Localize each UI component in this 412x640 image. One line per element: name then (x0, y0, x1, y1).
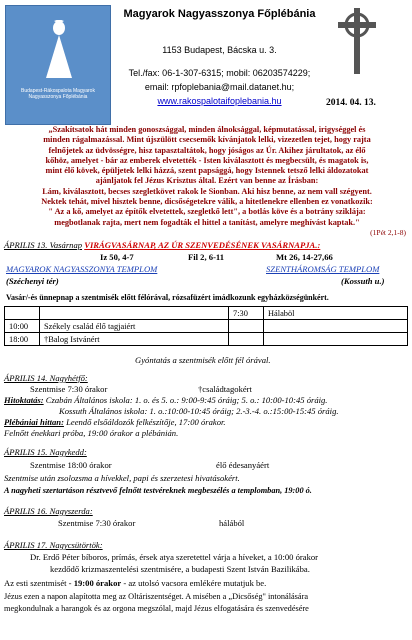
mass-time-text: Szentmise 18:00 órakor (30, 460, 112, 470)
scripture-quote (8, 125, 406, 238)
church-1-name: MAGYAROK NAGYASSZONYA TEMPLOM (6, 264, 158, 274)
table-row (5, 307, 408, 320)
quote-line: " Az a kő, amelyet az építők elvetettek, szegletkő lett", a botlás köve és a botrány sziklája: (48, 207, 366, 217)
logo-caption: Budapest-Rákospalota Magyarok Nagyasszonya Főplébánia (21, 88, 95, 100)
reading-3: Mt 26, 14-27,66 (276, 252, 333, 262)
mass-intention (264, 333, 408, 346)
church-2-name: SZENTHÁROMSÁG TEMPLOM (266, 264, 380, 274)
madonna-icon (42, 20, 76, 80)
quote-reference: (1Pét 2,1-8) (370, 227, 406, 237)
day-heading-16: ÁPRILIS 16. Nagyszerda: (4, 506, 93, 516)
email: email: rpfoplebania@mail.datanet.hu; (144, 82, 295, 92)
church-1-street: (Széchenyi tér) (6, 276, 59, 286)
quote-line: megbotlanak rajta, mert nem fogadták el hittel a tanítást, amelyre meghívást kaptak." (54, 217, 360, 227)
mass-time: 10:00 (5, 320, 40, 333)
day-heading-17: ÁPRILIS 17. Nagycsütörtök: (4, 540, 103, 550)
mass-table (4, 306, 408, 346)
vespers-note: Szentmise után zsolozsma a hívekkel, papi és szerzetesi hivatásokért. (4, 473, 240, 483)
evening-mass-a: Az esti szentmisét - (4, 578, 74, 588)
church-2-street: (Kossuth u.) (341, 276, 385, 286)
catechism-label: Hitoktatás: (4, 395, 44, 405)
quote-line: „Szakítsatok hát minden gonoszsággal, minden álnoksággal, képmutatással, irigységgel és (48, 125, 366, 134)
eucharist-line-2: megkondulnak a harangok és az orgona megszólal, majd Jézus elfogatására és szenvedésére (4, 604, 309, 613)
mass-time: 7:30 (229, 307, 264, 320)
quote-line: felnőjetek az üdvösségre, hisz tapasztaltátok, hogy jóságos az Úr. Akihez járultatok, az élő (48, 145, 366, 155)
mass-time (229, 320, 264, 333)
confession-note: Gyóntatás a szentmisék előtt fél órával. (135, 355, 271, 365)
chrism-mass-2: kezdődő krizmaszentelési szentmisére, a budapesti Szent István Bazilikába. (50, 564, 310, 574)
mass-intention: élő édesanyáért (216, 460, 270, 470)
quote-line: mint élő kövek, épüljetek lelki házzá, szent papsággá, hogy Istennek tetsző lelki áldozatokat (45, 166, 369, 176)
evening-mass-c: - az utolsó vacsora emlékére mutatjuk be. (121, 578, 267, 588)
catechism-kossuth: Kossuth Általános iskola: 1. o.:10:00-10:45 óráig; 2.-3.-4. o.:15:00-15:45 óráig. (59, 406, 339, 416)
quote-line: Nektek tehát, mivel hisztek benne, dicsőségetekre válik, a hitetlenekre ellenben ez vonatkozik: (41, 197, 373, 207)
phone: Tel./fax: 06-1-307-6315; mobil: 06203574229; (128, 68, 311, 78)
mass-time: 18:00 (5, 333, 40, 346)
mass-time-text: Szentmise 7:30 órakor (30, 384, 108, 394)
quote-line: ajánljatok fel Jézus Krisztus által. Ezért van benne az Írásban: (95, 176, 319, 186)
mass-time (229, 333, 264, 346)
table-row (5, 320, 408, 333)
quote-line: kőhöz, amelyet - bár az emberek elvetették - Isten kiválasztott és megbecsült, és magatok is, (45, 155, 369, 165)
choir-rehearsal: Felnőtt énekkari próba, 19:00 órakor a plébánián. (4, 428, 179, 438)
eucharist-line-1: Jézus ezen a napon alapította meg az Oltáriszentséget. A misében a „Dicsőség" intonálására (4, 592, 309, 601)
day-heading-14: ÁPRILIS 14. Nagyhétfő: (4, 373, 88, 383)
sunday-day: ÁPRILIS 13. Vasárnap (4, 240, 83, 250)
website-link[interactable]: www.rakospalotaifoplebania.hu (157, 96, 282, 106)
bulletin-date: 2014. 04. 13. (326, 98, 376, 108)
cross-icon (335, 8, 379, 74)
day-heading-15: ÁPRILIS 15. Nagykedd: (4, 447, 87, 457)
reading-2: Fil 2, 6-11 (188, 252, 225, 262)
parish-catechism (4, 417, 408, 427)
mass-intention: †Balog Istvánért (40, 333, 229, 346)
mass-intention (40, 307, 229, 320)
mass-intention (264, 320, 408, 333)
parish-catechism-label: Plébániai hittan: (4, 417, 64, 427)
sunday-heading (4, 240, 408, 250)
evening-mass (4, 578, 408, 588)
address: 1153 Budapest, Bácska u. 3. (162, 45, 277, 55)
mass-time-text: Szentmise 7:30 órakor (58, 518, 136, 528)
mass-time (5, 307, 40, 320)
catechism-1 (4, 395, 408, 405)
catechism-czaban: Czabán Általános iskola: 1. o. és 5. o.: 9:00-9:45 óráig; 5. o.: 10:00-10:45 óráig. (45, 395, 328, 405)
parish-title: Magyarok Nagyasszonya Főplébánia (123, 8, 316, 20)
meeting-note: A nagyheti szertartáson résztvevő felnőtt testvéreknek megbeszélés a templomban, 19:00 ó. (4, 486, 312, 495)
table-row (5, 333, 408, 346)
mass-intention: †családtagokért (198, 384, 252, 394)
quote-line: Lám, kiválasztott, becses szegletkövet rakok le Sionban. Aki hisz benne, az nem vall szégyent. (42, 186, 372, 196)
quote-line: minden rágalmazással. Mint újszülött csecsemők kívánjatok lelki, vizezetlen tejet, hogy rajta (43, 135, 371, 145)
mass-intention: Székely család élő tagjaiért (40, 320, 229, 333)
evening-mass-time: 19:00 órakor (73, 578, 122, 588)
reading-1: Iz 50, 4-7 (100, 252, 134, 262)
parish-logo (5, 5, 111, 125)
sunday-name: VIRÁGVASÁRNAP, AZ ÚR SZENVEDÉSÉNEK VASÁRNAPJA.: (84, 240, 321, 250)
mass-intention: Hálaböl (264, 307, 408, 320)
parish-catechism-text: Leendő elsőáldozók felkészítője, 17:00 órakor. (66, 417, 226, 427)
rosary-note: Vasár/-és ünnepnap a szentmisék előtt félórával, rózsafüzért imádkozunk egyházközségünkért. (6, 293, 329, 302)
chrism-mass-1: Dr. Erdő Péter bíboros, prímás, érsek atya szeretettel várja a híveket, a 10:00 órakor (30, 552, 319, 562)
mass-intention: hálából (219, 518, 245, 528)
